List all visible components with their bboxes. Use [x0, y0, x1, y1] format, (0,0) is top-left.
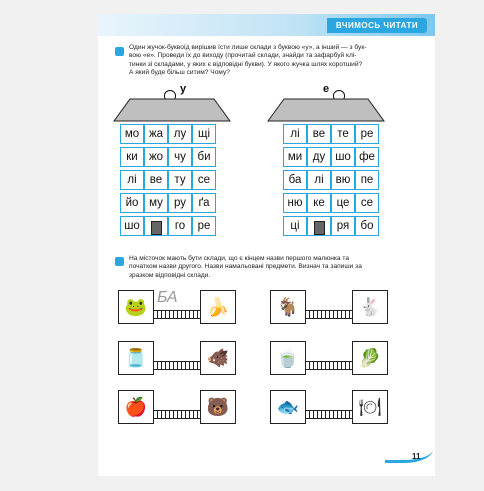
syllable-cell[interactable]: ру	[168, 193, 192, 213]
task1-line: Один жучок-буквоїд вирішив їсти лише склади з буквою «у», а інший — з бук-	[129, 44, 367, 51]
syllable-cell[interactable]: ду	[307, 147, 331, 167]
syllable-cell[interactable]: лі	[283, 124, 307, 144]
letter-e: е	[323, 83, 330, 95]
task2-line: початком назви другого. Назви намальовані предмети. Визнач та запиши за	[129, 263, 362, 271]
jar-icon: 🫙	[118, 341, 154, 375]
syllable-cell[interactable]: йо	[120, 193, 144, 213]
syllable-cell[interactable]: ве	[144, 170, 168, 190]
syllable-cell[interactable]: ре	[355, 124, 379, 144]
task1-line: А який буде більш ситим? Чому?	[129, 69, 230, 77]
pencil-icon	[115, 257, 124, 266]
cabbage-icon: 🥬	[352, 341, 388, 375]
syllable-cell[interactable]: ту	[168, 170, 192, 190]
syllable-cell[interactable]: ню	[283, 193, 307, 213]
door-icon	[151, 221, 162, 235]
task2-line: зразком відповідні склади.	[129, 271, 211, 279]
bridge-answer-slot[interactable]	[306, 310, 352, 319]
exit-door-cell[interactable]	[307, 216, 331, 236]
bridge-answer-slot[interactable]	[306, 410, 352, 419]
fish-icon: 🐟	[270, 390, 306, 424]
syllable-cell[interactable]: щі	[192, 124, 216, 144]
right-roof	[266, 97, 386, 122]
bowl-icon: 🍵	[270, 341, 306, 375]
syllable-cell[interactable]: жо	[144, 147, 168, 167]
syllable-cell[interactable]: мо	[120, 124, 144, 144]
plate-icon: 🍽	[352, 390, 388, 424]
syllable-cell[interactable]: пе	[355, 170, 379, 190]
bridge-answer-slot[interactable]	[154, 410, 200, 419]
apple-icon: 🍎	[118, 390, 154, 424]
bridge-answer-slot[interactable]	[306, 361, 352, 370]
syllable-cell[interactable]: ґа	[192, 193, 216, 213]
door-icon	[314, 221, 325, 235]
exit-door-cell[interactable]	[144, 216, 168, 236]
syllable-cell[interactable]: шо	[120, 216, 144, 236]
syllable-cell[interactable]: го	[168, 216, 192, 236]
syllable-cell[interactable]: вю	[331, 170, 355, 190]
letter-u: у	[180, 83, 187, 95]
bridge-answer-slot[interactable]	[154, 361, 200, 370]
syllable-cell[interactable]: це	[331, 193, 355, 213]
syllable-cell[interactable]: ре	[192, 216, 216, 236]
left-roof	[112, 97, 232, 122]
syllable-cell[interactable]: ці	[283, 216, 307, 236]
task1-line: вою «е». Проведи їх до виходу (прочитай склади, знайди та зафарбуй клі-	[129, 52, 357, 60]
task2-text	[129, 255, 419, 280]
section-title: ВЧИМОСЬ ЧИТАТИ	[327, 18, 427, 33]
syllable-cell[interactable]: ки	[120, 147, 144, 167]
syllable-cell[interactable]: би	[192, 147, 216, 167]
pencil-icon	[115, 47, 124, 56]
bridge-answer-slot[interactable]	[154, 310, 200, 319]
syllable-cell[interactable]: шо	[331, 147, 355, 167]
goat-icon: 🐐	[270, 290, 306, 324]
frog-icon: 🐸	[118, 290, 154, 324]
task1-line: тинки зі складами, у яких є відповідні букви). У якого жучка шлях коротший?	[129, 60, 363, 68]
task2-line: На місточок мають бути склади, що є кінцем назви першого малюнка та	[129, 255, 350, 262]
hare-icon: 🐇	[352, 290, 388, 324]
syllable-cell[interactable]: фе	[355, 147, 379, 167]
sample-syllable: БА	[157, 289, 178, 306]
syllable-cell[interactable]: бо	[355, 216, 379, 236]
syllable-cell[interactable]: ве	[307, 124, 331, 144]
syllable-cell[interactable]: се	[355, 193, 379, 213]
page-number: 11	[412, 452, 421, 461]
syllable-cell[interactable]: ба	[283, 170, 307, 190]
syllable-cell[interactable]: ми	[283, 147, 307, 167]
syllable-cell[interactable]: лу	[168, 124, 192, 144]
bear-icon: 🐻	[200, 390, 236, 424]
syllable-cell[interactable]: ря	[331, 216, 355, 236]
syllable-cell[interactable]: чу	[168, 147, 192, 167]
banana-icon: 🍌	[200, 290, 236, 324]
syllable-cell[interactable]: ке	[307, 193, 331, 213]
task1-text	[129, 44, 419, 78]
syllable-cell[interactable]: лі	[120, 170, 144, 190]
syllable-cell[interactable]: те	[331, 124, 355, 144]
boar-icon: 🐗	[200, 341, 236, 375]
syllable-cell[interactable]: жа	[144, 124, 168, 144]
syllable-cell[interactable]: лі	[307, 170, 331, 190]
syllable-cell[interactable]: се	[192, 170, 216, 190]
syllable-cell[interactable]: му	[144, 193, 168, 213]
